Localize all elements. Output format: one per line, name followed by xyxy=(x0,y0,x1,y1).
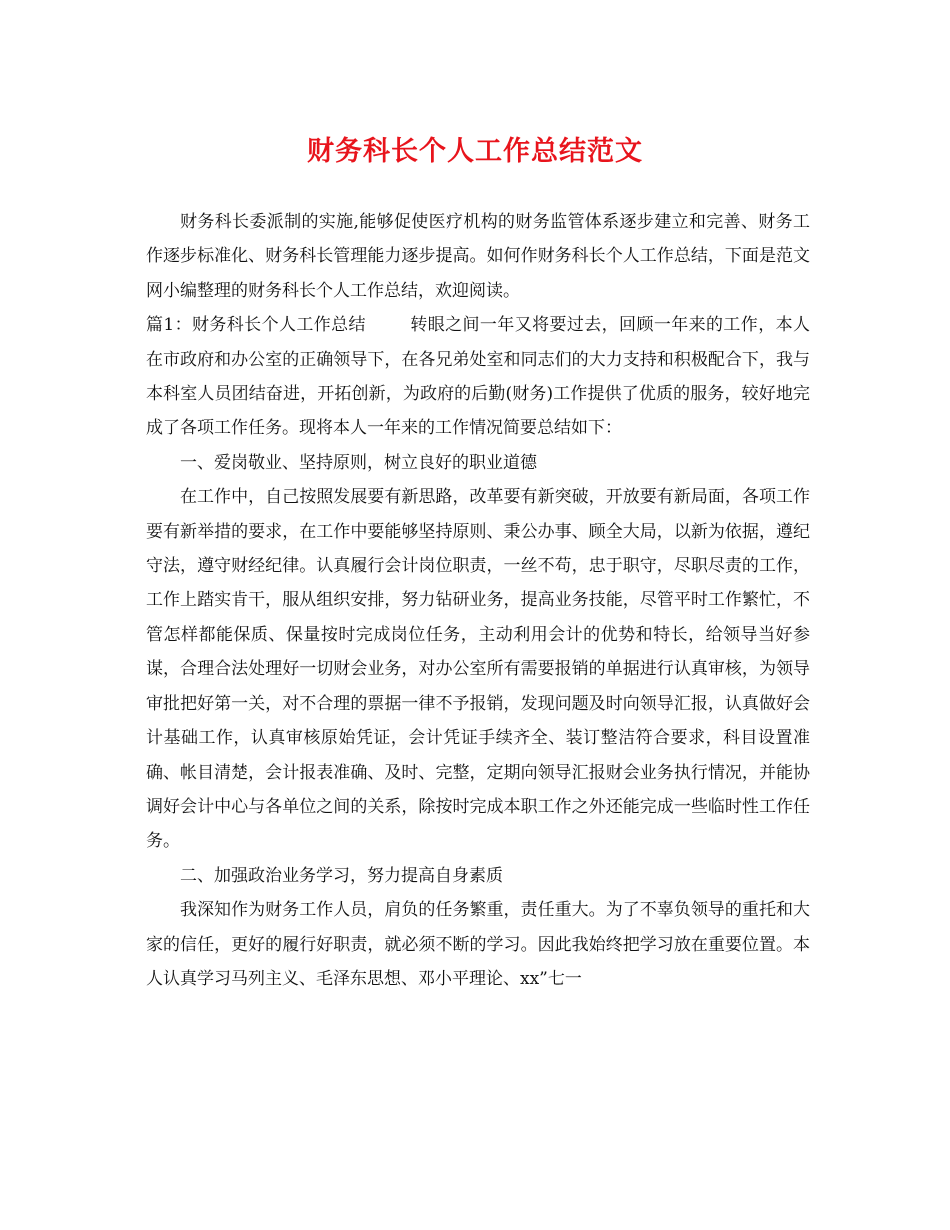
section-label: 篇1：财务科长个人工作总结 xyxy=(146,315,366,336)
body-paragraph: 我深知作为财务工作人员，肩负的任务繁重，责任重大。为了不辜负领导的重托和大家的信任，更好的履行好职责，就必须不断的学习。因此我始终把学习放在重要位置。本人认真学习马列主义、毛泽东思想、邓小平理论、xx”七一 xyxy=(146,900,810,989)
section-paragraph xyxy=(146,308,810,446)
intro-paragraph: 财务科长委派制的实施,能够促使医疗机构的财务监管体系逐步建立和完善、财务工作逐步标准化、财务科长管理能力逐步提高。如何作财务科长个人工作总结，下面是范文网小编整理的财务科长个人工作总结，欢迎阅读。 xyxy=(146,212,810,301)
document-body xyxy=(146,205,810,996)
heading-two: 二、加强政治业务学习，努力提高自身素质 xyxy=(180,865,503,886)
body-paragraph: 在工作中，自己按照发展要有新思路，改革要有新突破，开放要有新局面，各项工作要有新举措的要求，在工作中要能够坚持原则、秉公办事、顾全大局，以新为依据，遵纪守法，遵守财经纪律。认真履行会计岗位职责，一丝不苟，忠于职守，尽职尽责的工作，工作上踏实肯干，服从组织安排，努力钻研业务，提高业务技能，尽管平时工作繁忙，不管怎样都能保质、保量按时完成岗位任务，主动利用会计的优势和特长，给领导当好参谋，合理合法处理好一切财会业务，对办公室所有需要报销的单据进行认真审核，为领导审批把好第一关，对不合理的票据一律不予报销，发现问题及时向领导汇报，认真做好会计基础工作，认真审核原始凭证，会计凭证手续齐全、装订整洁符合要求，科目设置准确、帐目清楚，会计报表准确、及时、完整，定期向领导汇报财会业务执行情况，并能协调好会计中心与各单位之间的关系，除按时完成本职工作之外还能完成一些临时性工作任务。 xyxy=(146,487,810,852)
document-title: 财务科长个人工作总结范文 xyxy=(307,136,643,167)
heading-one: 一、爱岗敬业、坚持原则，树立良好的职业道德 xyxy=(180,452,537,473)
section-intro-text: 转眼之间一年又将要过去，回顾一年来的工作，本人在市政府和办公室的正确领导下，在各兄弟处室和同志们的大力支持和积极配合下，我与本科室人员团结奋进，开拓创新，为政府的后勤(财务)工作提供了优质的服务，较好地完成了各项工作任务。现将本人一年来的工作情况简要总结如下： xyxy=(146,315,810,439)
